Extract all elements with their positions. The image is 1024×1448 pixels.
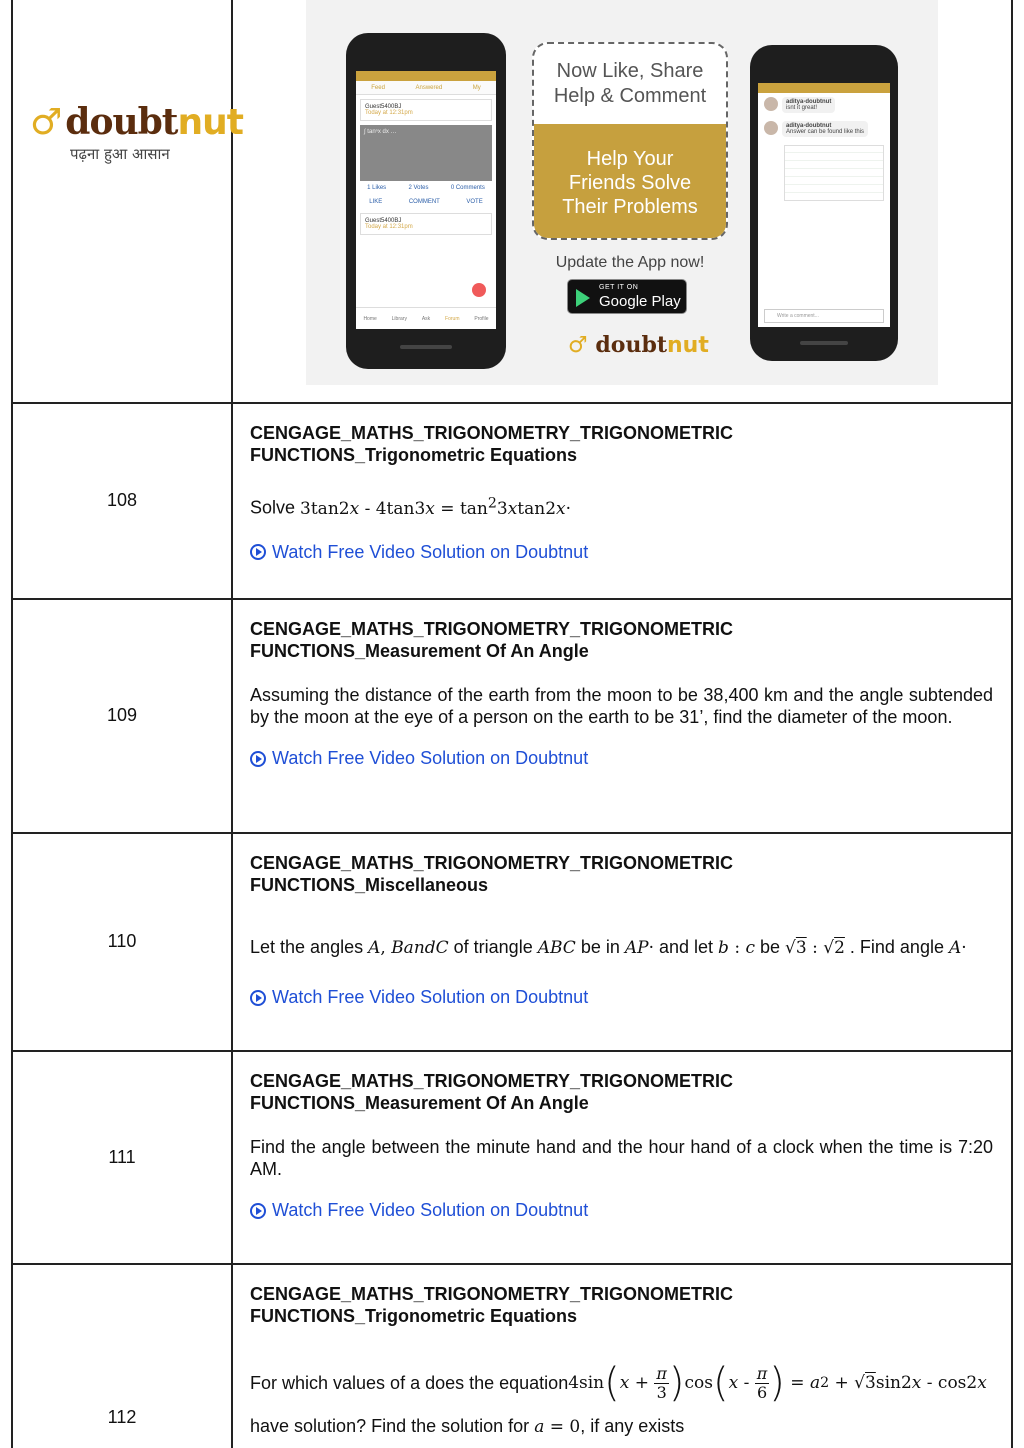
play-circle-icon	[250, 990, 266, 1006]
question-number: 109	[106, 705, 138, 725]
question-number: 112	[107, 1407, 137, 1427]
question-title: CENGAGE_MATHS_TRIGONOMETRY_TRIGONOMETRIC FUNCTIONS_Measurement Of An Angle	[250, 619, 734, 661]
question-text: Let the angles A, BandC of triangle ABC be in AP· and let b : c be √3 : √2 . Find angle A·	[250, 937, 967, 958]
question-111	[250, 1070, 993, 1221]
watch-video-link[interactable]: Watch Free Video Solution on Doubtnut	[250, 748, 993, 769]
question-text: Assuming the distance of the earth from the moon to be 38,400 km and the angle subtended by the moon at the eye of a person on the earth to be 31’, find the diameter of the moon.	[250, 685, 993, 727]
question-text: For which values of a does the equation 4sin ( x + $\frac{\pi}{3}$ ) cos ( x - $\frac{\pi}{6}$ ) = a 2 + √ 3 sin2 x - cos2 x	[250, 1360, 987, 1406]
app-promo-banner[interactable]	[306, 0, 938, 385]
question-text: Solve $3\tan 2x - 4\tan 3x = \tan^23xtan2x\cdot$	[250, 495, 572, 519]
phone-mockup-chat: aditya-doubtnut isnt it great! aditya-doubtnut Answer can be found like this Write a comment...	[750, 45, 898, 361]
update-app-text: Update the App now!	[555, 254, 705, 271]
watch-video-link[interactable]: Watch Free Video Solution on Doubtnut	[250, 1200, 993, 1221]
promo-card: Now Like, Share Help & Comment Help Your Friends Solve Their Problems	[532, 42, 728, 240]
fab-icon	[472, 283, 486, 297]
doubtnut-logo: ♂ doubtnut पढ़ना हुआ आसान	[30, 101, 243, 163]
row-divider	[11, 1263, 1013, 1265]
avatar	[764, 97, 778, 111]
comment-input[interactable]: Write a comment...	[764, 309, 884, 323]
question-title: CENGAGE_MATHS_TRIGONOMETRY_TRIGONOMETRIC FUNCTIONS_Measurement Of An Angle	[250, 1071, 734, 1113]
watch-video-link[interactable]: Watch Free Video Solution on Doubtnut	[250, 542, 993, 563]
column-divider	[231, 0, 233, 1448]
google-play-button[interactable]: GET IT ON Google Play	[567, 279, 687, 314]
question-number: 111	[108, 1147, 136, 1167]
row-divider	[11, 598, 1013, 600]
question-number: 108	[106, 490, 138, 510]
question-image: ∫ tanⁿx dx …	[360, 125, 492, 181]
avatar	[764, 121, 778, 135]
row-divider	[11, 402, 1013, 404]
row-divider	[11, 832, 1013, 834]
row-divider	[11, 1050, 1013, 1052]
question-title: CENGAGE_MATHS_TRIGONOMETRY_TRIGONOMETRIC FUNCTIONS_Miscellaneous	[250, 853, 734, 895]
question-112	[250, 1283, 993, 1438]
question-109	[250, 618, 993, 769]
play-circle-icon	[250, 1203, 266, 1219]
logo-tagline: पढ़ना हुआ आसान	[70, 145, 170, 163]
play-store-icon	[576, 289, 590, 307]
phone-mockup-feed: Feed Answered My Guest5400BJ Today at 12:31pm ∫ tanⁿx dx … 1 Likes 2 Votes 0 Comments LIKE COMMENT VOTE Guest5400BJ Today at 12:31pm Home Library Ask Forum Profile	[346, 33, 506, 369]
question-title: CENGAGE_MATHS_TRIGONOMETRY_TRIGONOMETRIC FUNCTIONS_Trigonometric Equations	[250, 1284, 734, 1326]
question-text: Find the angle between the minute hand and the hour hand of a clock when the time is 7:20 AM.	[250, 1137, 993, 1179]
play-circle-icon	[250, 751, 266, 767]
question-108	[250, 422, 993, 563]
question-110	[250, 852, 993, 1008]
question-text-continued: have solution? Find the solution for a = 0, if any exists	[250, 1416, 685, 1437]
play-circle-icon	[250, 544, 266, 560]
question-title: CENGAGE_MATHS_TRIGONOMETRY_TRIGONOMETRIC FUNCTIONS_Trigonometric Equations	[250, 423, 734, 465]
question-number: 110	[107, 931, 137, 951]
watch-video-link[interactable]: Watch Free Video Solution on Doubtnut	[250, 987, 993, 1008]
answer-image	[784, 145, 884, 201]
banner-logo: ♂ doubtnut	[568, 332, 709, 358]
doubtnut-mark-icon: ♂	[30, 102, 62, 143]
